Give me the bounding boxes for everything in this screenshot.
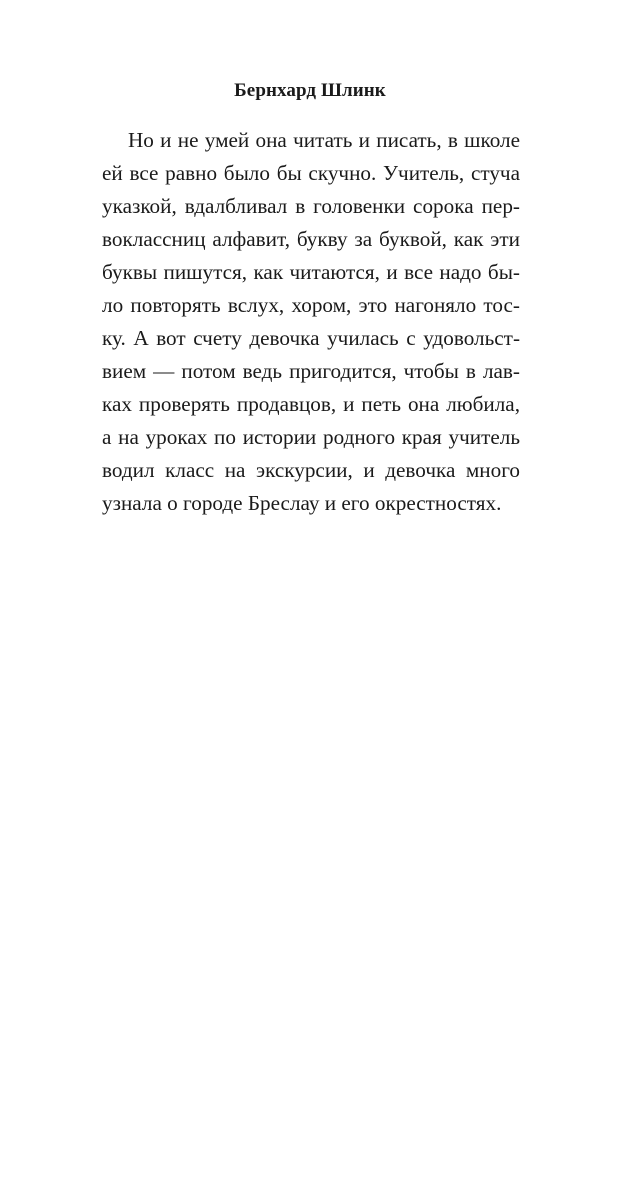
paragraph: [102, 124, 520, 520]
text-line: узнала о городе Бреслау и его окрестностях.: [102, 491, 502, 515]
text-line: ло повторять вслух, хором, это нагоняло тос-: [102, 293, 520, 317]
text-line: буквы пишутся, как читаются, и все надо бы-: [102, 260, 520, 284]
text-line: указкой, вдалбливал в головенки сорока пер-: [102, 194, 520, 218]
text-line: ей все равно было бы скучно. Учитель, стуча: [102, 161, 520, 185]
running-header-author: Бернхард Шлинк: [234, 80, 386, 101]
text-line: ку. А вот счету девочка училась с удовольст-: [102, 326, 520, 350]
text-line: ках проверять продавцов, и петь она любила,: [102, 392, 520, 416]
text-line: водил класс на экскурсии, и девочка много: [102, 458, 520, 482]
text-line: воклассниц алфавит, букву за буквой, как эти: [102, 227, 520, 251]
text-line: Но и не умей она читать и писать, в школе: [128, 128, 520, 152]
text-line: вием — потом ведь пригодится, чтобы в лав-: [102, 359, 520, 383]
text-line: а на уроках по истории родного края учитель: [102, 425, 520, 449]
